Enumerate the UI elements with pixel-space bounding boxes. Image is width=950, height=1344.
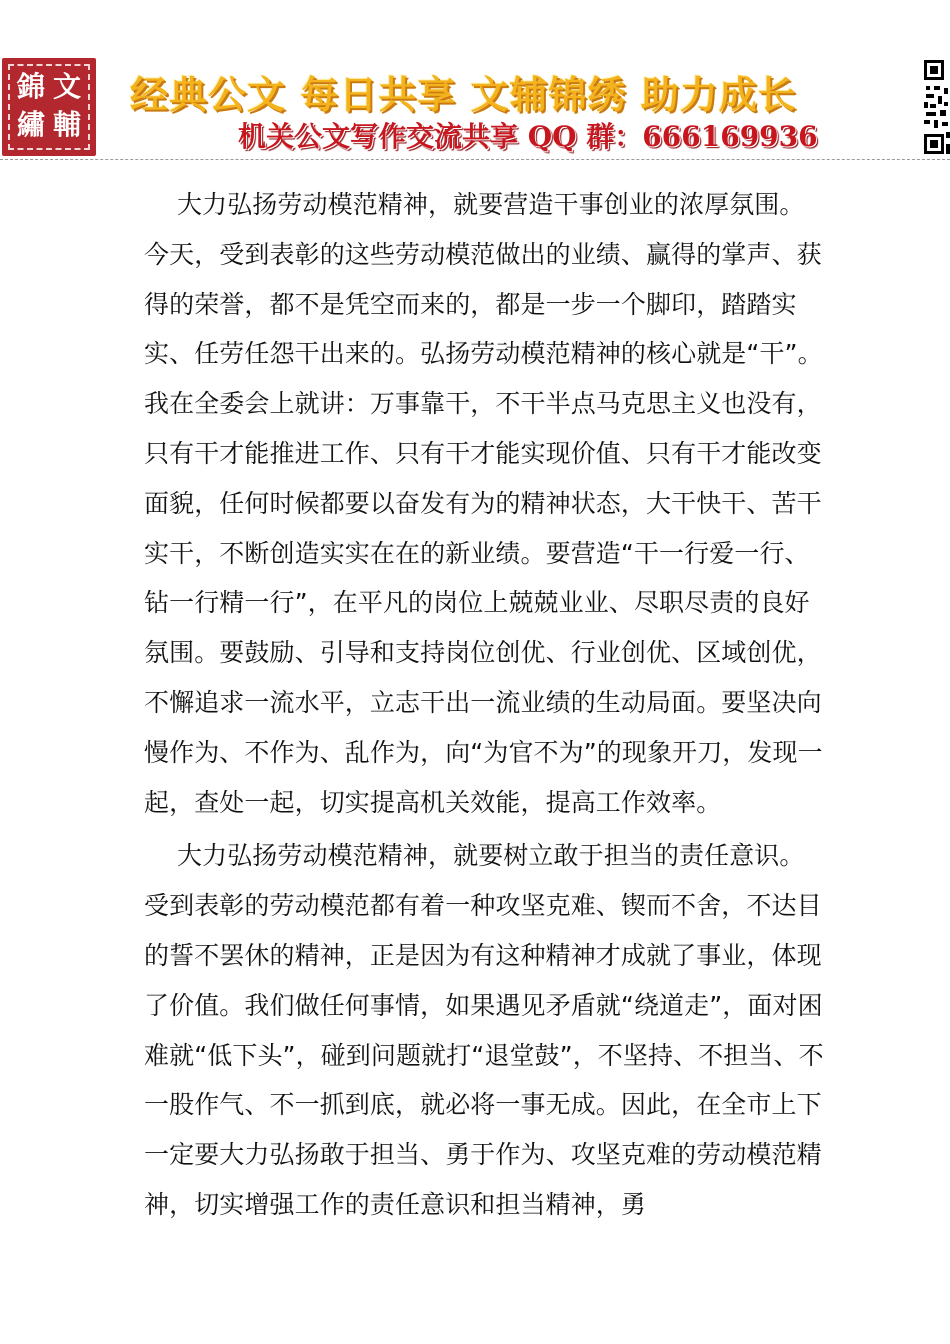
seal-char: 輔	[52, 108, 81, 141]
document-body	[144, 180, 824, 1234]
seal-logo	[2, 58, 96, 156]
qr-code-icon	[922, 58, 950, 158]
page-header	[0, 0, 950, 160]
header-slogan: 经典公文 每日共享 文辅锦绣 助力成长	[130, 72, 797, 117]
seal-char: 錦	[16, 70, 45, 103]
header-divider	[0, 159, 950, 160]
paragraph: 大力弘扬劳动模范精神，就要树立敢于担当的责任意识。受到表彰的劳动模范都有着一种攻坚克难、锲而不舍，不达目的誓不罢休的精神，正是因为有这种精神才成就了事业，体现了价值。我们做任何事情，如果遇见矛盾就“绕道走”，面对困难就“低下头”，碰到问题就打“退堂鼓”，不坚持、不担当、不一股作气、不一抓到底，就必将一事无成。因此，在全市上下一定要大力弘扬敢于担当、勇于作为、攻坚克难的劳动模范精神，切实增强工作的责任意识和担当精神，勇	[144, 841, 824, 1219]
seal-char: 文	[52, 70, 81, 103]
seal-char: 繡	[16, 108, 45, 141]
qq-group-line: 机关公文写作交流共享 QQ 群：666169936	[238, 120, 818, 153]
paragraph: 大力弘扬劳动模范精神，就要营造干事创业的浓厚氛围。今天，受到表彰的这些劳动模范做出的业绩、赢得的掌声、获得的荣誉，都不是凭空而来的，都是一步一个脚印，踏踏实实、任劳任怨干出来的。弘扬劳动模范精神的核心就是“干”。我在全委会上就讲：万事靠干，不干半点马克思主义也没有，只有干才能推进工作、只有干才能实现价值、只有干才能改变面貌，任何时候都要以奋发有为的精神状态，大干快干、苦干实干，不断创造实实在在的新业绩。要营造“干一行爱一行、钻一行精一行”，在平凡的岗位上兢兢业业、尽职尽责的良好氛围。要鼓励、引导和支持岗位创优、行业创优、区域创优，不懈追求一流水平，立志干出一流业绩的生动局面。要坚决向慢作为、不作为、乱作为，向“为官不为”的现象开刀，发现一起，查处一起，切实提高机关效能，提高工作效率。	[144, 190, 823, 817]
